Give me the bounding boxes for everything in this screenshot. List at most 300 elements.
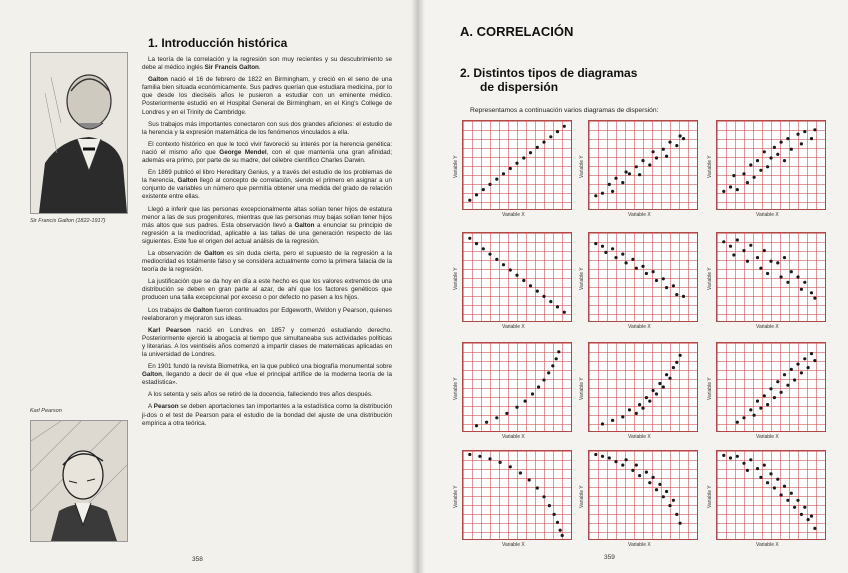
data-point: [810, 515, 813, 518]
data-point: [542, 141, 545, 144]
data-point: [749, 408, 752, 411]
page-number-left: 358: [192, 556, 203, 563]
x-axis-label: Variable X: [756, 212, 779, 218]
data-point: [648, 481, 651, 484]
data-point: [505, 412, 508, 415]
data-point: [635, 464, 638, 467]
data-point: [658, 382, 661, 385]
y-axis-label: Variable Y: [579, 155, 585, 178]
subsection-line-1: 2. Distintos tipos de diagramas: [460, 66, 638, 80]
data-point: [652, 150, 655, 153]
data-point: [742, 416, 745, 419]
data-point: [790, 270, 793, 273]
data-point: [537, 385, 540, 388]
y-axis-label: Variable Y: [707, 155, 713, 178]
data-point: [655, 279, 658, 282]
data-point: [522, 156, 525, 159]
data-point: [594, 194, 597, 197]
x-axis-label: Variable X: [756, 324, 779, 330]
data-point: [736, 188, 739, 191]
data-point: [796, 133, 799, 136]
data-point: [780, 141, 783, 144]
plot-points: [716, 342, 826, 432]
data-point: [621, 415, 624, 418]
data-point: [631, 258, 634, 261]
data-point: [529, 284, 532, 287]
data-point: [803, 357, 806, 360]
scatter-plot-r4c1: [452, 450, 572, 552]
data-point: [742, 172, 745, 175]
data-point: [614, 460, 617, 463]
data-point: [807, 518, 810, 521]
data-point: [800, 371, 803, 374]
data-point: [759, 407, 762, 410]
y-axis-label: Variable Y: [707, 267, 713, 290]
data-point: [625, 261, 628, 264]
data-point: [621, 181, 624, 184]
data-point: [780, 391, 783, 394]
data-point: [753, 414, 756, 417]
y-axis-label: Variable Y: [453, 485, 459, 508]
data-point: [601, 455, 604, 458]
data-point: [732, 253, 735, 256]
data-point: [645, 471, 648, 474]
data-point: [638, 474, 641, 477]
data-point: [515, 406, 518, 409]
data-point: [645, 272, 648, 275]
data-point: [608, 183, 611, 186]
data-point: [556, 521, 559, 524]
data-point: [800, 142, 803, 145]
pearson-portrait: [30, 420, 128, 542]
y-axis-label: Variable Y: [579, 377, 585, 400]
data-point: [722, 240, 725, 243]
data-point: [732, 174, 735, 177]
data-point: [749, 163, 752, 166]
data-point: [722, 454, 725, 457]
paragraph-8: La justificación que se da hoy en día a este hecho es que los valores extremos de una distribución se deben en gran parte al azar, de ahí que los factores genéticos que producen una talla excepcional por exceso o por defecto no pasen a los hijos.: [142, 278, 392, 302]
data-point: [759, 267, 762, 270]
scatter-plot-r3c3: [706, 342, 826, 444]
plot-points: [588, 232, 698, 322]
right-page: [418, 0, 848, 573]
data-point: [756, 256, 759, 259]
data-point: [519, 471, 522, 474]
data-point: [763, 249, 766, 252]
paragraph-6: Llegó a inferir que las personas excepcionalmente altas solían tener hijos de estatura menor a las de sus progenitores, mientras que las personas muy bajas solían tener hijos más altos que sus padres. Esta observación llevó a Galton a enunciar su principio de regresión a la mediocridad, aplicable a las tallas de una generación respecto de las siguientes. Este fue el origen del actual análisis de la regresión.: [142, 205, 392, 245]
paragraph-7: La observación de Galton es sin duda cierta, pero el supuesto de la regresión a la mediocridad es totalmente falso y se considera actualmente como la primera falacia de la teoría de la regresión.: [142, 249, 392, 274]
data-point: [478, 455, 481, 458]
data-point: [756, 467, 759, 470]
data-point: [790, 368, 793, 371]
book-gutter: [411, 0, 425, 573]
data-point: [628, 172, 631, 175]
data-point: [803, 130, 806, 133]
data-point: [509, 268, 512, 271]
scatter-plot-r3c2: [578, 342, 698, 444]
data-point: [611, 247, 614, 250]
data-point: [763, 394, 766, 397]
section-title: 1. Introducción histórica: [148, 36, 288, 50]
data-point: [611, 419, 614, 422]
scatter-plot-r1c2: [578, 120, 698, 222]
data-point: [614, 177, 617, 180]
data-point: [488, 183, 491, 186]
data-point: [522, 279, 525, 282]
intro-text: Representamos a continuación varios diagramas de dispersión:: [470, 107, 659, 114]
scatter-plot-r1c3: [706, 120, 826, 222]
x-axis-label: Variable X: [628, 434, 651, 440]
paragraph-9: Los trabajos de Galton fueron continuados por Edgeworth, Weldon y Pearson, quienes reelaboraron y mejoraron sus ideas.: [142, 306, 392, 322]
paragraph-11: En 1901 fundó la revista Biometrika, en la que publicó una biografía monumental sobre Galton, llegando a decir de él que «fue el principal artífice de la moderna teoría de la estadística».: [142, 363, 392, 387]
data-point: [652, 389, 655, 392]
data-point: [482, 188, 485, 191]
data-point: [528, 478, 531, 481]
data-point: [786, 137, 789, 140]
data-point: [645, 396, 648, 399]
data-point: [509, 465, 512, 468]
data-point: [756, 400, 759, 403]
data-point: [682, 295, 685, 298]
data-point: [468, 237, 471, 240]
data-point: [631, 469, 634, 472]
data-point: [542, 495, 545, 498]
paragraph-12: A los setenta y seis años se retiró de la docencia, falleciendo tres años después.: [148, 391, 373, 399]
data-point: [803, 281, 806, 284]
data-point: [495, 258, 498, 261]
data-point: [742, 249, 745, 252]
data-point: [746, 260, 749, 263]
plot-points: [462, 120, 572, 210]
data-point: [672, 366, 675, 369]
data-point: [594, 242, 597, 245]
data-point: [524, 400, 527, 403]
data-point: [662, 385, 665, 388]
plot-points: [716, 232, 826, 322]
data-point: [749, 244, 752, 247]
data-point: [542, 378, 545, 381]
data-point: [482, 247, 485, 250]
data-point: [786, 281, 789, 284]
paragraph-1: La teoría de la correlación y la regresión son muy recientes y su descubrimiento se debe al médico inglés Sir Francis Galton.: [142, 56, 392, 72]
data-point: [813, 128, 816, 131]
data-point: [773, 146, 776, 149]
data-point: [766, 165, 769, 168]
paragraph-4: El contexto histórico en que le tocó vivir favoreció su interés por la herencia genética: nació el mismo año que George Mendel, con el que mantenía una gran afinidad; además era primo, por parte de su madre, del célebre científico Charles Darwin.: [142, 140, 392, 165]
data-point: [638, 403, 641, 406]
x-axis-label: Variable X: [502, 212, 525, 218]
data-point: [786, 384, 789, 387]
data-point: [665, 373, 668, 376]
data-point: [783, 159, 786, 162]
data-point: [746, 181, 749, 184]
data-point: [783, 485, 786, 488]
data-point: [553, 513, 556, 516]
data-point: [655, 156, 658, 159]
data-point: [672, 284, 675, 287]
x-axis-label: Variable X: [502, 434, 525, 440]
data-point: [548, 504, 551, 507]
data-point: [786, 499, 789, 502]
y-axis-label: Variable Y: [453, 155, 459, 178]
data-point: [668, 504, 671, 507]
data-point: [625, 458, 628, 461]
data-point: [499, 461, 502, 464]
data-point: [468, 453, 471, 456]
data-point: [766, 272, 769, 275]
data-point: [813, 359, 816, 362]
plot-points: [588, 450, 698, 540]
y-axis-label: Variable Y: [579, 485, 585, 508]
data-point: [679, 134, 682, 137]
data-point: [679, 354, 682, 357]
scatter-plot-r2c2: [578, 232, 698, 334]
data-point: [563, 125, 566, 128]
data-point: [475, 424, 478, 427]
x-axis-label: Variable X: [628, 212, 651, 218]
plot-points: [588, 342, 698, 432]
plot-points: [716, 120, 826, 210]
data-point: [614, 256, 617, 259]
paragraph-2: Galton nació el 16 de febrero de 1822 en Birmingham, y creció en el seno de una familia bien situada económicamente. Sus padres querían que estudiara medicina, por lo que desde los dieciséis años le pusieron a estudiar con un eminente médico. Posteriormente estudió en el Hospital General de Birmingham, en el King's College de Londres y en el Trinity de Cambridge.: [142, 76, 392, 116]
data-point: [556, 305, 559, 308]
paragraph-3: Sus trabajos más importantes conectaron con sus dos grandes aficiones: el estudio de la herencia y la expresión matemática de los fenómenos vinculados a ella.: [142, 120, 392, 136]
data-point: [608, 456, 611, 459]
data-point: [796, 363, 799, 366]
data-point: [807, 366, 810, 369]
data-point: [561, 534, 564, 537]
data-point: [555, 357, 558, 360]
plot-points: [462, 342, 572, 432]
data-point: [652, 476, 655, 479]
data-point: [604, 251, 607, 254]
data-point: [675, 144, 678, 147]
data-point: [813, 527, 816, 530]
scatter-plot-r1c1: [452, 120, 572, 222]
scatter-plot-r4c3: [706, 450, 826, 552]
plot-points: [462, 232, 572, 322]
data-point: [793, 378, 796, 381]
data-point: [652, 270, 655, 273]
plot-points: [462, 450, 572, 540]
data-point: [790, 492, 793, 495]
data-point: [635, 165, 638, 168]
data-point: [810, 137, 813, 140]
data-point: [803, 506, 806, 509]
data-point: [488, 253, 491, 256]
x-axis-label: Variable X: [628, 324, 651, 330]
data-point: [800, 288, 803, 291]
data-point: [800, 513, 803, 516]
x-axis-label: Variable X: [502, 542, 525, 548]
data-point: [776, 380, 779, 383]
data-point: [601, 422, 604, 425]
subsection-heading: [460, 66, 637, 94]
data-point: [531, 392, 534, 395]
data-point: [722, 190, 725, 193]
data-point: [672, 499, 675, 502]
data-point: [796, 499, 799, 502]
data-point: [776, 478, 779, 481]
data-point: [625, 170, 628, 173]
scatter-plot-r2c3: [706, 232, 826, 334]
data-point: [662, 495, 665, 498]
plot-points: [588, 120, 698, 210]
data-point: [536, 146, 539, 149]
data-point: [658, 483, 661, 486]
data-point: [549, 135, 552, 138]
scatter-plot-r2c1: [452, 232, 572, 334]
data-point: [675, 361, 678, 364]
data-point: [488, 457, 491, 460]
scatter-plot-r3c1: [452, 342, 572, 444]
data-point: [729, 456, 732, 459]
data-point: [509, 167, 512, 170]
data-point: [759, 476, 762, 479]
data-point: [475, 242, 478, 245]
data-point: [601, 245, 604, 248]
data-point: [746, 469, 749, 472]
galton-caption: Sir Francis Galton (1822-1917): [30, 218, 106, 224]
data-point: [729, 185, 732, 188]
data-point: [675, 293, 678, 296]
data-point: [813, 297, 816, 300]
plot-points: [716, 450, 826, 540]
paragraph-5: En 1869 publicó el libro Hereditary Genius, y a través del estudio de los problemas de la herencia, Galton llegó al concepto de correlación, siendo el primero en asignar a un conjunto de variables un número que permitía obtener una medida del grado de relación existente entre ellas.: [142, 169, 392, 201]
data-point: [594, 453, 597, 456]
data-point: [736, 238, 739, 241]
data-point: [753, 176, 756, 179]
data-point: [776, 153, 779, 156]
data-point: [668, 141, 671, 144]
data-point: [468, 199, 471, 202]
galton-portrait: [30, 52, 128, 214]
data-point: [551, 364, 554, 367]
data-point: [556, 130, 559, 133]
pearson-caption: Karl Pearson: [30, 408, 62, 414]
x-axis-label: Variable X: [756, 542, 779, 548]
data-point: [641, 265, 644, 268]
data-point: [542, 295, 545, 298]
data-point: [780, 493, 783, 496]
left-page: [0, 0, 418, 573]
data-point: [557, 350, 560, 353]
data-point: [515, 274, 518, 277]
data-point: [769, 156, 772, 159]
x-axis-label: Variable X: [756, 434, 779, 440]
data-point: [665, 155, 668, 158]
data-point: [763, 150, 766, 153]
data-point: [793, 506, 796, 509]
y-axis-label: Variable Y: [707, 377, 713, 400]
data-point: [549, 300, 552, 303]
data-point: [756, 159, 759, 162]
data-point: [635, 412, 638, 415]
data-point: [783, 256, 786, 259]
data-point: [796, 275, 799, 278]
data-point: [766, 481, 769, 484]
data-point: [475, 193, 478, 196]
x-axis-label: Variable X: [628, 542, 651, 548]
data-point: [648, 400, 651, 403]
data-point: [668, 377, 671, 380]
data-point: [495, 178, 498, 181]
data-point: [515, 162, 518, 165]
data-point: [638, 173, 641, 176]
scatter-plot-r4c2: [578, 450, 698, 552]
data-point: [682, 137, 685, 140]
data-point: [655, 488, 658, 491]
data-point: [729, 245, 732, 248]
data-point: [648, 163, 651, 166]
data-point: [621, 464, 624, 467]
data-point: [665, 490, 668, 493]
data-point: [665, 286, 668, 289]
data-point: [547, 371, 550, 374]
subsection-line-2: de dispersión: [480, 80, 559, 94]
data-point: [641, 159, 644, 162]
data-point: [769, 472, 772, 475]
y-axis-label: Variable Y: [579, 267, 585, 290]
data-point: [502, 172, 505, 175]
data-point: [776, 261, 779, 264]
data-point: [749, 458, 752, 461]
data-point: [769, 260, 772, 263]
x-axis-label: Variable X: [502, 324, 525, 330]
data-point: [773, 396, 776, 399]
data-point: [742, 462, 745, 465]
data-point: [559, 529, 562, 532]
data-point: [529, 151, 532, 154]
data-point: [662, 277, 665, 280]
y-axis-label: Variable Y: [453, 267, 459, 290]
page-number-right: 359: [604, 554, 615, 561]
y-axis-label: Variable Y: [453, 377, 459, 400]
data-point: [601, 192, 604, 195]
data-point: [621, 253, 624, 256]
data-point: [736, 455, 739, 458]
data-point: [536, 290, 539, 293]
data-point: [810, 291, 813, 294]
data-point: [780, 275, 783, 278]
data-point: [769, 387, 772, 390]
chapter-heading: A. CORRELACIÓN: [460, 24, 574, 39]
data-point: [655, 392, 658, 395]
data-point: [810, 352, 813, 355]
data-point: [495, 416, 498, 419]
data-point: [790, 148, 793, 151]
data-point: [628, 408, 631, 411]
data-point: [783, 373, 786, 376]
data-point: [679, 522, 682, 525]
data-point: [635, 267, 638, 270]
data-point: [736, 421, 739, 424]
history-text: [142, 56, 392, 432]
data-point: [759, 169, 762, 172]
paragraph-13: A Pearson se deben aportaciones tan importantes a la estadística como la distribución ji-dos o el test de Pearson para el estudio de la bondad del ajuste de una distribución empírica a otra teórica.: [142, 403, 392, 427]
y-axis-label: Variable Y: [707, 485, 713, 508]
data-point: [641, 407, 644, 410]
data-point: [502, 263, 505, 266]
data-point: [773, 486, 776, 489]
data-point: [611, 190, 614, 193]
data-point: [766, 403, 769, 406]
data-point: [763, 464, 766, 467]
data-point: [485, 421, 488, 424]
data-point: [536, 486, 539, 489]
paragraph-10: Karl Pearson nació en Londres en 1857 y comenzó estudiando derecho. Posteriormente ejerció la abogacía al tiempo que simultaneaba sus actividades políticas y literarias. A los veintiséis años comenzó a impartir clases de matemáticas aplicadas en la universidad de Londres.: [142, 326, 392, 358]
data-point: [662, 148, 665, 151]
